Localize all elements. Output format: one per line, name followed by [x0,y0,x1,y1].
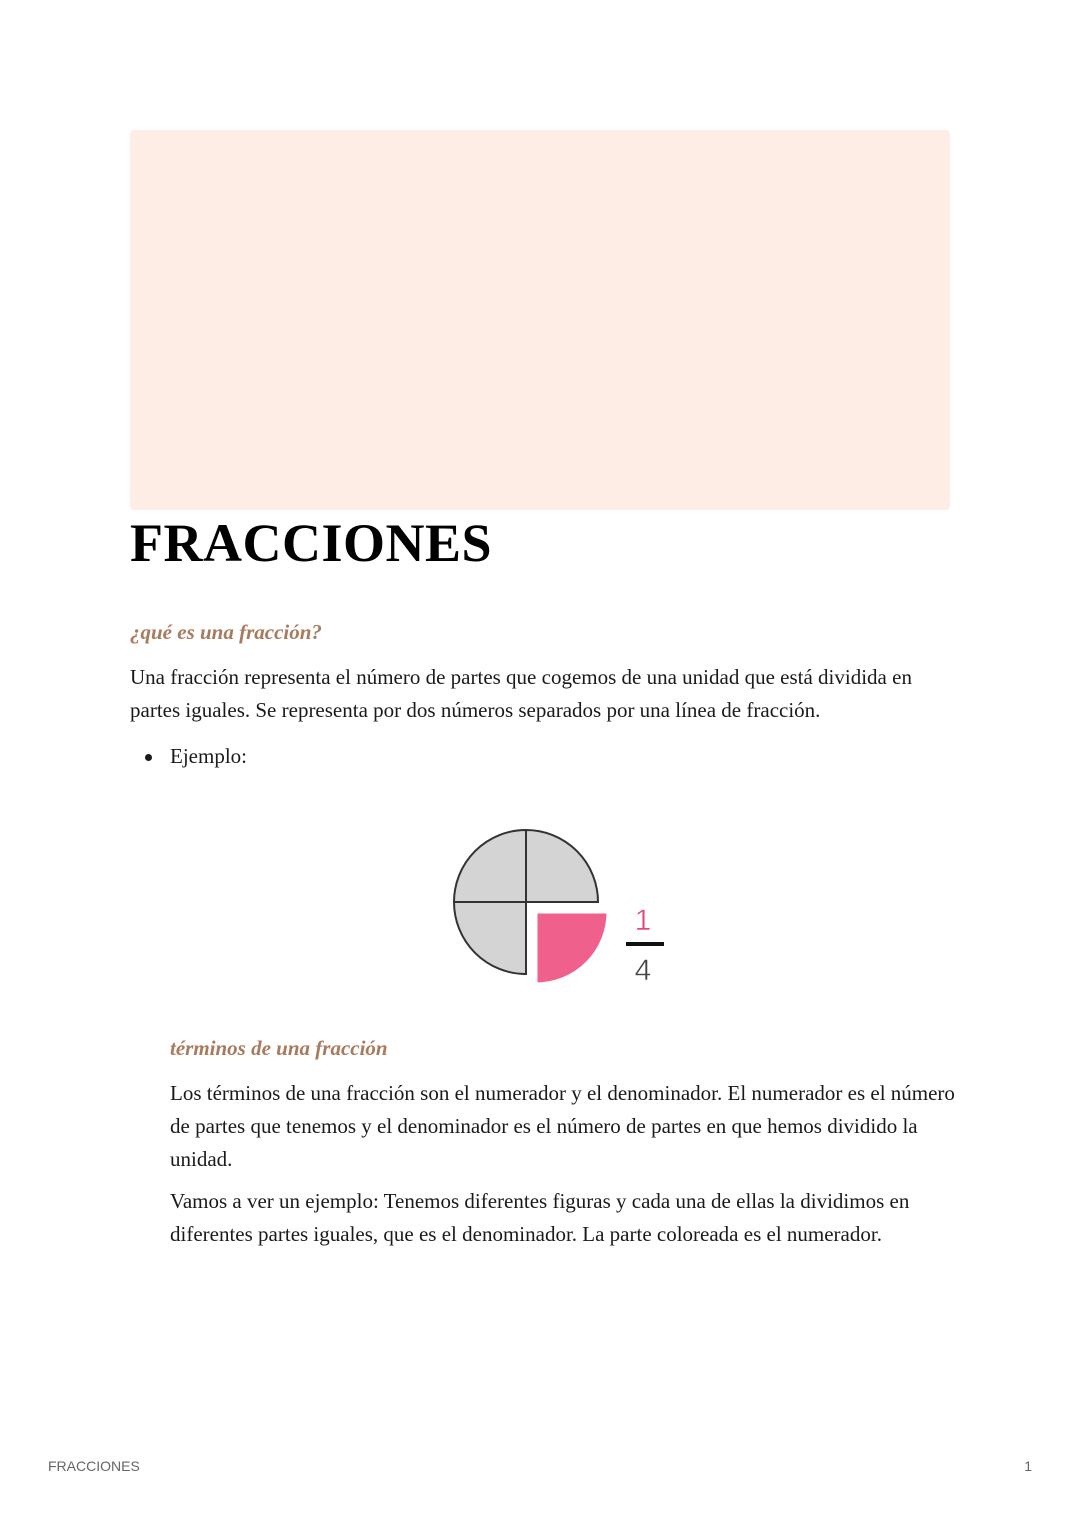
pie-slice-highlighted [536,912,608,984]
list-item [130,740,247,773]
fraction-denominator: 4 [634,954,652,987]
list-item-label: Ejemplo: [170,744,247,768]
fraction-example-paragraph: Vamos a ver un ejemplo: Tenemos diferentes figuras y cada una de ellas la dividimos en diferentes partes iguales, que es el denominador. La parte coloreada es el numerador. [170,1189,910,1246]
bullet-icon [145,754,152,761]
fraction-numerator: 1 [634,904,652,937]
section-heading-what-is-fraction: ¿qué es una fracción? [130,620,322,644]
cover-banner [130,130,950,510]
fraction-definition-paragraph: Una fracción representa el número de partes que cogemos de una unidad que está dividida en partes iguales. Se representa por dos números separados por una línea de fracción. [130,665,912,722]
pie-slice-top-right [526,830,598,902]
page-title: FRACCIONES [130,513,493,573]
fraction-terms-paragraph: Los términos de una fracción son el numerador y el denominador. El numerador es el número de partes que tenemos y el denominador es el número de partes en que hemos dividido la unidad. [170,1081,955,1171]
pie-slice-bottom-left [454,902,526,974]
footer-document-title: FRACCIONES [48,1458,140,1474]
section-heading-fraction-terms: términos de una fracción [170,1036,388,1060]
pie-fraction-icon [440,820,680,1000]
example-list [130,740,247,773]
footer-page-number: 1 [1024,1458,1032,1474]
pie-slice-top-left [454,830,526,902]
fraction-figure [440,820,680,1000]
